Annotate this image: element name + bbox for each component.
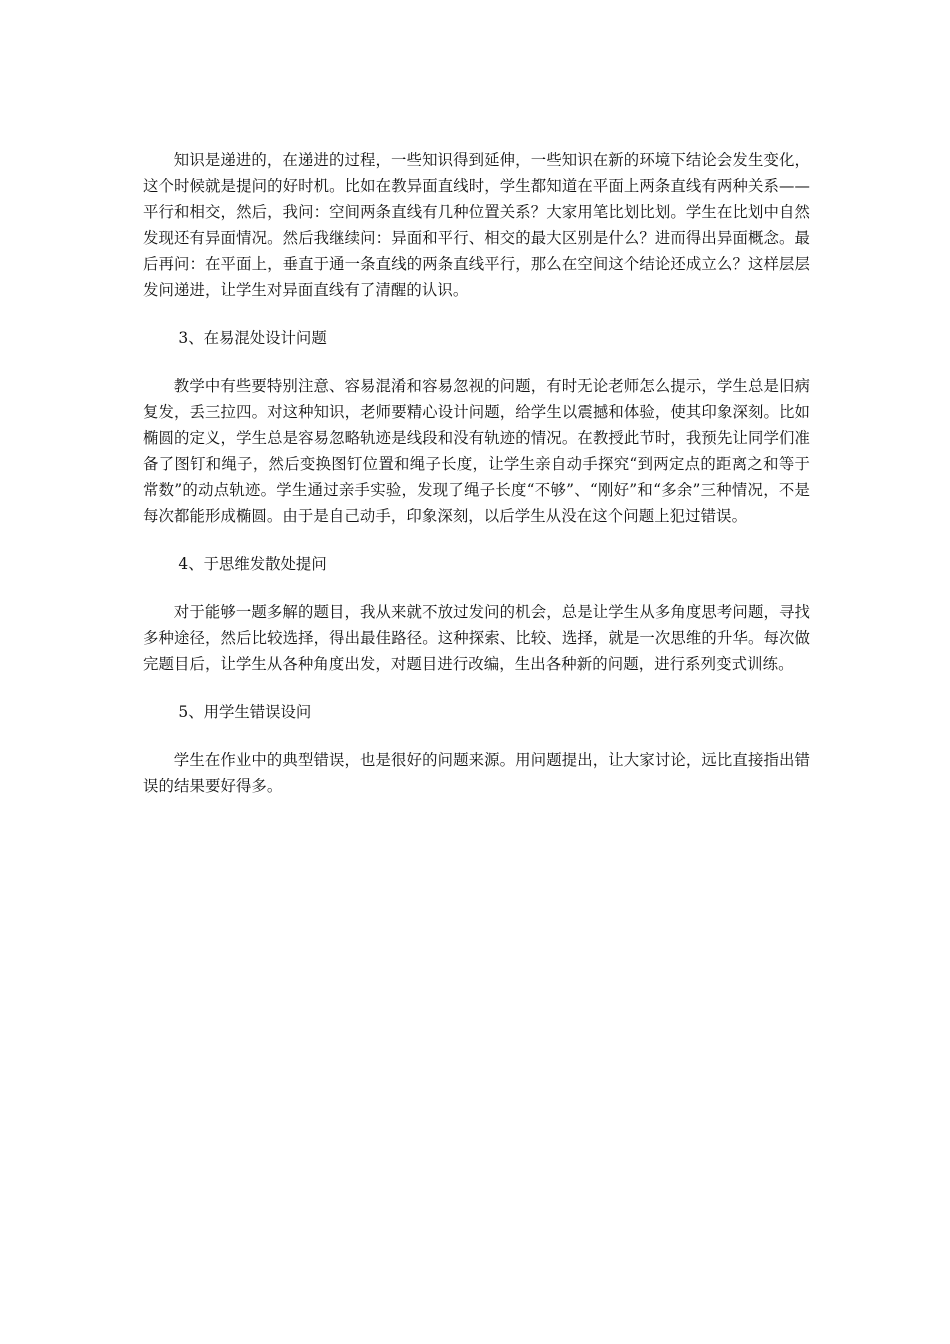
section-heading-5: 5、用学生错误设问 bbox=[178, 703, 312, 721]
paragraph-divergent-thinking: 对于能够一题多解的题目，我从来就不放过发问的机会，总是让学生从多角度思考问题，寻找多种途径，然后比较选择，得出最佳路径。这种探索、比较、选择，就是一次思维的升华。每次做完题目后，让学生从各种角度出发，对题目进行改编，生出各种新的问题，进行系列变式训练。 bbox=[143, 603, 810, 673]
section-heading-4: 4、于思维发散处提问 bbox=[178, 555, 327, 573]
paragraph-student-errors: 学生在作业中的典型错误，也是很好的问题来源。用问题提出，让大家讨论，远比直接指出错误的结果要好得多。 bbox=[143, 751, 810, 795]
document-body bbox=[143, 147, 810, 799]
paragraph-progressive-knowledge: 知识是递进的，在递进的过程，一些知识得到延伸，一些知识在新的环境下结论会发生变化，这个时候就是提问的好时机。比如在教异面直线时，学生都知道在平面上两条直线有两种关系——平行和相交，然后，我问：空间两条直线有几种位置关系？大家用笔比划比划。学生在比划中自然发现还有异面情况。然后我继续问：异面和平行、相交的最大区别是什么？进而得出异面概念。最后再问：在平面上，垂直于通一条直线的两条直线平行，那么在空间这个结论还成立么？这样层层发问递进，让学生对异面直线有了清醒的认识。 bbox=[143, 151, 810, 299]
section-heading-3: 3、在易混处设计问题 bbox=[178, 329, 327, 347]
paragraph-confusing-points: 教学中有些要特别注意、容易混淆和容易忽视的问题，有时无论老师怎么提示，学生总是旧病复发，丢三拉四。对这种知识，老师要精心设计问题，给学生以震撼和体验，使其印象深刻。比如椭圆的定义，学生总是容易忽略轨迹是线段和没有轨迹的情况。在教授此节时，我预先让同学们准备了图钉和绳子，然后变换图钉位置和绳子长度，让学生亲自动手探究“到两定点的距离之和等于常数”的动点轨迹。学生通过亲手实验，发现了绳子长度“不够”、“刚好”和“多余”三种情况，不是每次都能形成椭圆。由于是自己动手，印象深刻，以后学生从没在这个问题上犯过错误。 bbox=[143, 377, 810, 525]
